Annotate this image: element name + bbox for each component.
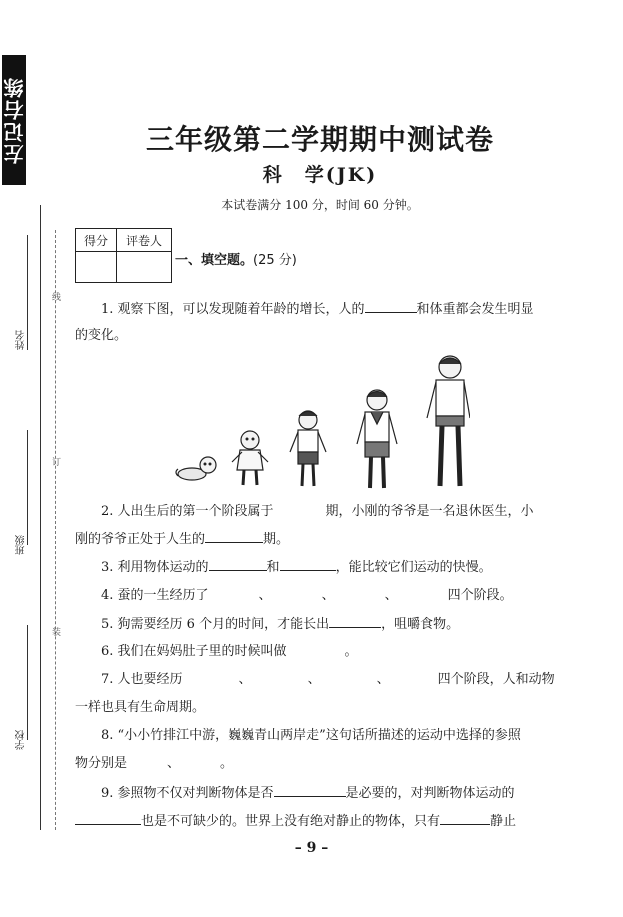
- question-8-cont: [75, 753, 580, 775]
- q7-sep-1: 、: [238, 672, 252, 687]
- cut-char-ding: 订: [52, 458, 62, 468]
- q1-text-c: 的变化。: [75, 328, 128, 343]
- binding-rule: [40, 205, 41, 830]
- cut-char-xian: 线: [52, 293, 62, 303]
- brand-logo: [2, 55, 26, 185]
- page-number: – 9 –: [294, 840, 329, 856]
- score-table: [75, 228, 172, 283]
- subject-title: 科 学(JK): [262, 164, 378, 186]
- question-9: [75, 782, 606, 805]
- school-label: 学校: [16, 730, 27, 750]
- growth-illustration: [170, 352, 470, 492]
- q2-blank-1[interactable]: [274, 500, 326, 515]
- toddler-figure: [232, 431, 268, 485]
- q8-text-a: 8. “小小竹排江中游，巍巍青山两岸走”这句话所描述的运动中选择的参照: [101, 728, 521, 743]
- child-figure: [290, 411, 326, 486]
- school-blank: [27, 625, 28, 740]
- question-1-cont: [75, 325, 580, 347]
- infant-figure: [176, 457, 216, 480]
- question-4: [75, 585, 606, 607]
- q7-text-a: 7. 人也要经历: [101, 672, 183, 687]
- q1-text-a: 1. 观察下图，可以发现随着年龄的增长，人的: [101, 302, 365, 317]
- q4-text-a: 4. 蚕的一生经历了: [101, 588, 209, 603]
- question-9-cont: [75, 810, 580, 833]
- q9-text-c: 也是不可缺少的。世界上没有绝对静止的物体，只有: [141, 814, 441, 829]
- q6-text-b: 。: [344, 644, 358, 659]
- q1-blank[interactable]: [365, 298, 417, 313]
- q7-text-c: 一样也具有生命周期。: [75, 700, 206, 715]
- q7-sep-3: 、: [376, 672, 390, 687]
- q9-text-d: 静止: [490, 814, 517, 829]
- q4-sep-2: 、: [321, 588, 335, 603]
- q2-text-a: 2. 人出生后的第一个阶段属于: [101, 504, 274, 519]
- question-1: [75, 298, 606, 321]
- q4-sep-3: 、: [384, 588, 398, 603]
- class-label: 班级: [16, 535, 27, 555]
- exam-note: 本试卷满分 100 分，时间 60 分钟。: [221, 198, 419, 212]
- q9-text-b: 是必要的，对判断物体运动的: [345, 786, 515, 801]
- q8-sep: 、: [167, 756, 181, 771]
- question-7: [75, 669, 606, 691]
- section-title: 一、填空题。: [175, 253, 254, 268]
- question-8: [75, 725, 606, 747]
- q4-sep-1: 、: [258, 588, 272, 603]
- q3-blank-2[interactable]: [280, 556, 336, 571]
- q2-text-d: 期。: [263, 532, 290, 547]
- question-3: [75, 556, 606, 579]
- q9-text-a: 9. 参照物不仅对判断物体是否: [101, 786, 274, 801]
- class-blank: [27, 430, 28, 545]
- question-2-cont: [75, 528, 580, 551]
- q2-text-c: 刚的爷爷正处于人生的: [75, 532, 206, 547]
- score-cell[interactable]: [76, 252, 117, 283]
- q2-text-b: 期，小刚的爷爷是一名退休医生，小: [325, 504, 534, 519]
- q3-blank-1[interactable]: [209, 556, 267, 571]
- teen-figure: [357, 390, 397, 488]
- page-title: 三年级第二学期期中测试卷: [145, 123, 494, 156]
- section-heading: [175, 249, 297, 268]
- name-label: 姓名: [16, 330, 27, 350]
- q6-text-a: 6. 我们在妈妈肚子里的时候叫做: [101, 644, 287, 659]
- name-blank: [27, 235, 28, 350]
- q3-text-a: 3. 利用物体运动的: [101, 560, 209, 575]
- q2-blank-2[interactable]: [205, 528, 263, 543]
- brand-text: 左记右练: [2, 76, 27, 164]
- section-points: (25 分): [253, 253, 297, 268]
- q9-blank-1[interactable]: [274, 782, 346, 797]
- adult-figure: [427, 356, 470, 486]
- score-header: 得分: [76, 229, 117, 252]
- q5-blank[interactable]: [329, 613, 381, 628]
- q5-text-b: ，咀嚼食物。: [381, 617, 460, 632]
- q4-text-b: 四个阶段。: [447, 588, 513, 603]
- q9-blank-2[interactable]: [75, 810, 141, 825]
- question-2: [75, 500, 606, 523]
- cut-char-zhuang: 装: [52, 628, 62, 638]
- q3-text-b: 和: [266, 560, 280, 575]
- cut-line: [55, 230, 56, 830]
- q7-sep-2: 、: [307, 672, 321, 687]
- question-6: [75, 641, 606, 663]
- q8-text-c: 。: [220, 756, 234, 771]
- q3-text-c: ，能比较它们运动的快慢。: [335, 560, 492, 575]
- grader-cell[interactable]: [117, 252, 172, 283]
- q5-text-a: 5. 狗需要经历 6 个月的时间，才能长出: [101, 617, 330, 632]
- q1-text-b: 和体重都会发生明显: [416, 302, 534, 317]
- question-5: [75, 613, 606, 636]
- question-7-cont: [75, 697, 580, 719]
- grader-header: 评卷人: [117, 229, 172, 252]
- q7-text-b: 四个阶段，人和动物: [437, 672, 555, 687]
- q8-text-b: 物分别是: [75, 756, 128, 771]
- q9-blank-3[interactable]: [440, 810, 490, 825]
